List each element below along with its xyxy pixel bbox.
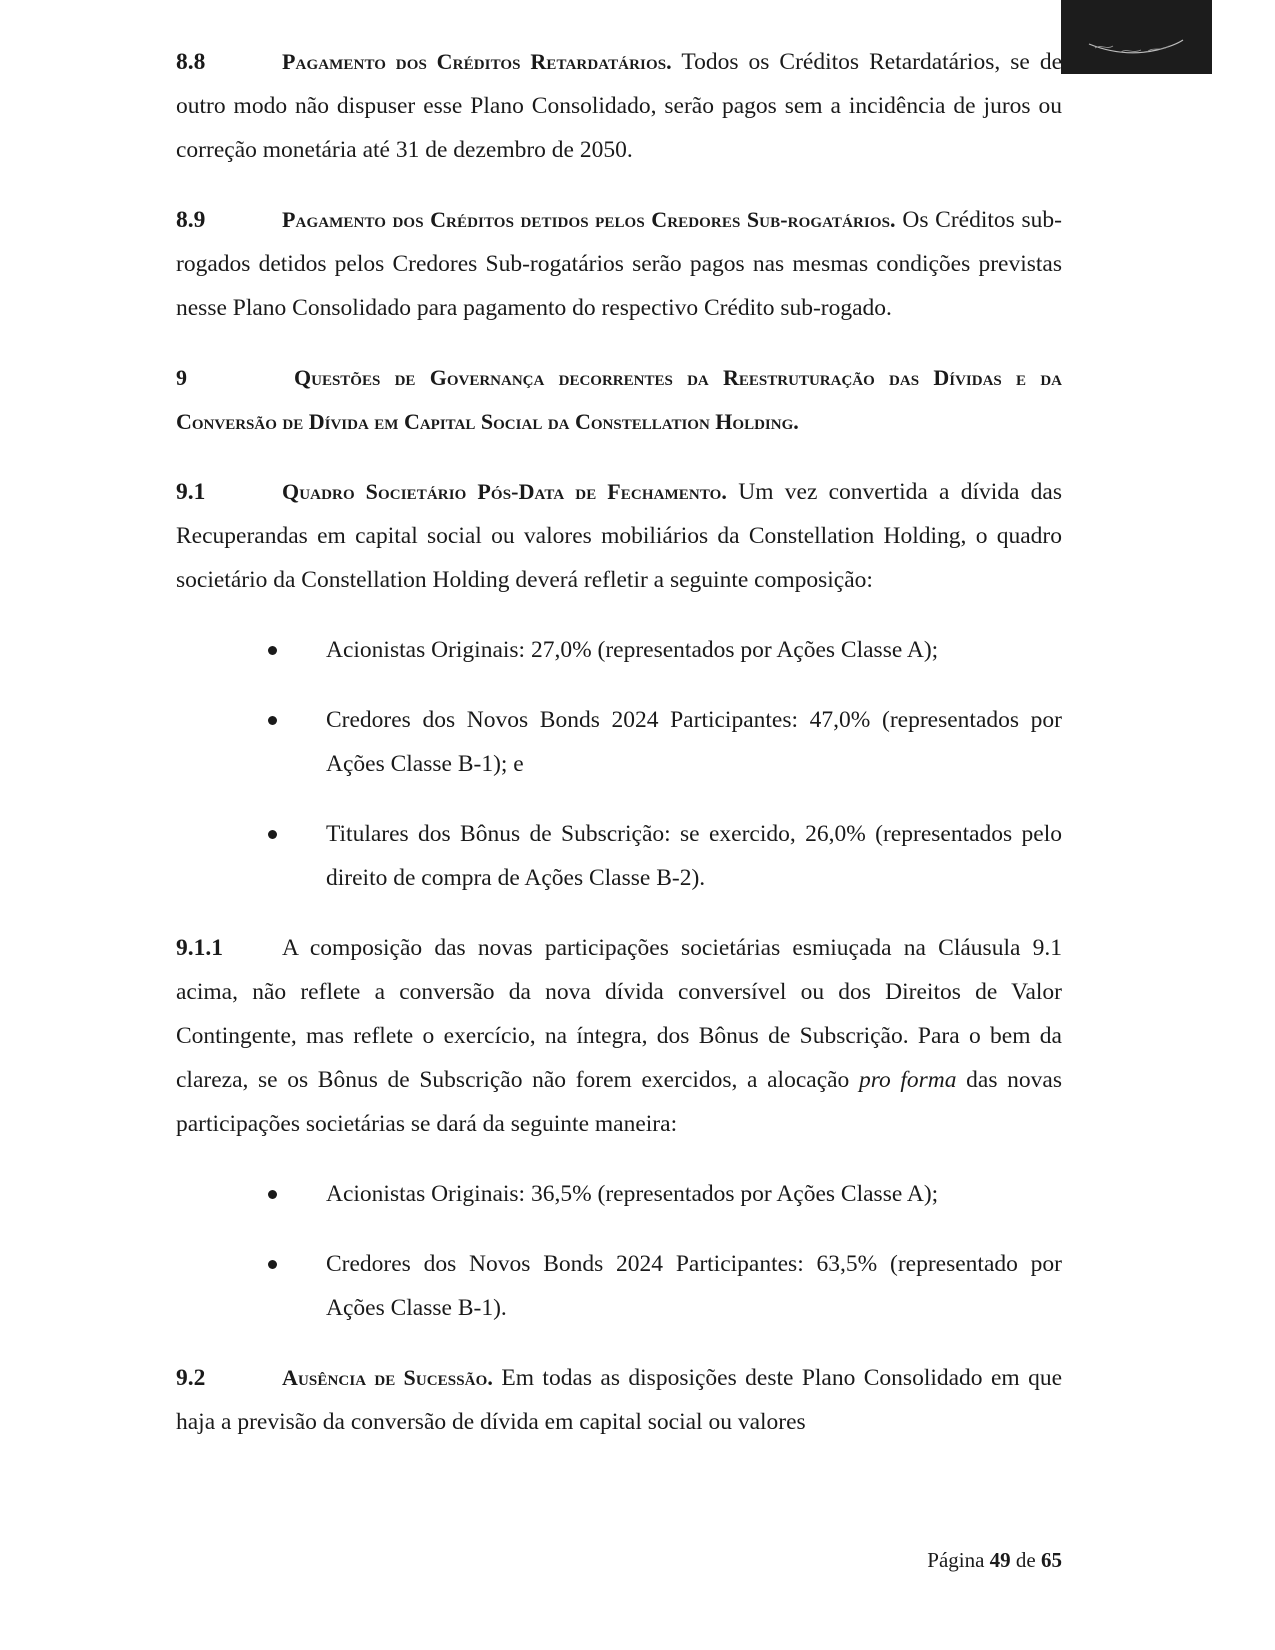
list-item	[176, 698, 1062, 786]
section-number: 8.8	[176, 49, 206, 75]
list-item-text: Titulares dos Bônus de Subscrição: se exercido, 26,0% (representados pelo direito de compra de Ações Classe B-2).	[326, 821, 1062, 891]
italic-term: pro forma	[858, 1067, 957, 1093]
list-item-text: Acionistas Originais: 36,5% (representados por Ações Classe A);	[326, 1181, 939, 1207]
document-body	[176, 40, 1062, 1470]
total-pages: 65	[1041, 1548, 1062, 1572]
signature-stamp	[1061, 0, 1212, 74]
list-item-text: Credores dos Novos Bonds 2024 Participantes: 63,5% (representado por Ações Classe B-1).	[326, 1251, 1062, 1321]
section-title: Pagamento dos Créditos detidos pelos Credores Sub-rogatários.	[282, 207, 896, 232]
section-text: Um vez convertida a dívida das Recuperandas em capital social ou valores mobiliários da Constellation Holding, o quadro societário da Constellation Holding deverá refletir a seguinte composição:	[176, 479, 1063, 593]
current-page: 49	[989, 1548, 1011, 1572]
section-title: Pagamento dos Créditos Retardatários.	[282, 49, 672, 74]
section-9-1	[176, 470, 1062, 602]
section-number: 9	[176, 365, 187, 390]
section-8-9	[176, 198, 1062, 330]
list-item	[176, 628, 1062, 672]
section-text: Em todas as disposições deste Plano Consolidado em que haja a previsão da conversão de dívida em capital social ou valores	[176, 1365, 1062, 1435]
section-9-2	[176, 1356, 1062, 1444]
section-text: Os Créditos sub-rogados detidos pelos Credores Sub-rogatários serão pagos nas mesmas condições previstas nesse Plano Consolidado para pagamento do respectivo Crédito sub-rogado.	[176, 207, 1062, 321]
bullet-icon	[268, 1260, 277, 1269]
page-number	[927, 1548, 1062, 1573]
section-number: 9.2	[176, 1365, 206, 1391]
section-number: 8.9	[176, 207, 206, 233]
section-text: Todos os Créditos Retardatários, se de outro modo não dispuser esse Plano Consolidado, serão pagos sem a incidência de juros ou correção monetária até 31 de dezembro de 2050.	[176, 49, 1063, 163]
pro-forma-list	[176, 1172, 1062, 1330]
page-separator: de	[1010, 1548, 1041, 1572]
section-number: 9.1	[176, 479, 206, 505]
list-item	[176, 1172, 1062, 1216]
bullet-icon	[268, 1190, 277, 1199]
list-item-text: Credores dos Novos Bonds 2024 Participantes: 47,0% (representados por Ações Classe B-1); e	[326, 707, 1062, 777]
section-9-1-1	[176, 926, 1062, 1146]
bullet-icon	[268, 830, 277, 839]
bullet-icon	[268, 646, 277, 655]
section-8-8	[176, 40, 1062, 172]
composition-list	[176, 628, 1062, 900]
bullet-icon	[268, 716, 277, 725]
section-title: Ausência de Sucessão.	[282, 1365, 493, 1390]
section-title: Questões de Governança decorrentes da Reestruturação das Dívidas e da Conversão de Dívida em Capital Social da Constellation Holding.	[176, 365, 1062, 434]
section-text: A composição das novas participações societárias esmiuçada na Cláusula 9.1 acima, não reflete a conversão da nova dívida conversível ou dos Direitos de Valor Contingente, mas reflete o exercício, na íntegra, dos Bônus de Subscrição. Para o bem da clareza, se os Bônus de Subscrição não forem exercidos, a alocação	[176, 935, 1062, 1093]
page-label: Página	[927, 1548, 990, 1572]
section-title: Quadro Societário Pós-Data de Fechamento.	[282, 479, 728, 504]
section-9-heading	[176, 356, 1062, 444]
section-text-continued: das novas participações societárias se dará da seguinte maneira:	[176, 1067, 1062, 1137]
list-item	[176, 812, 1062, 900]
list-item-text: Acionistas Originais: 27,0% (representados por Ações Classe A);	[326, 637, 939, 663]
list-item	[176, 1242, 1062, 1330]
section-number: 9.1.1	[176, 935, 223, 961]
